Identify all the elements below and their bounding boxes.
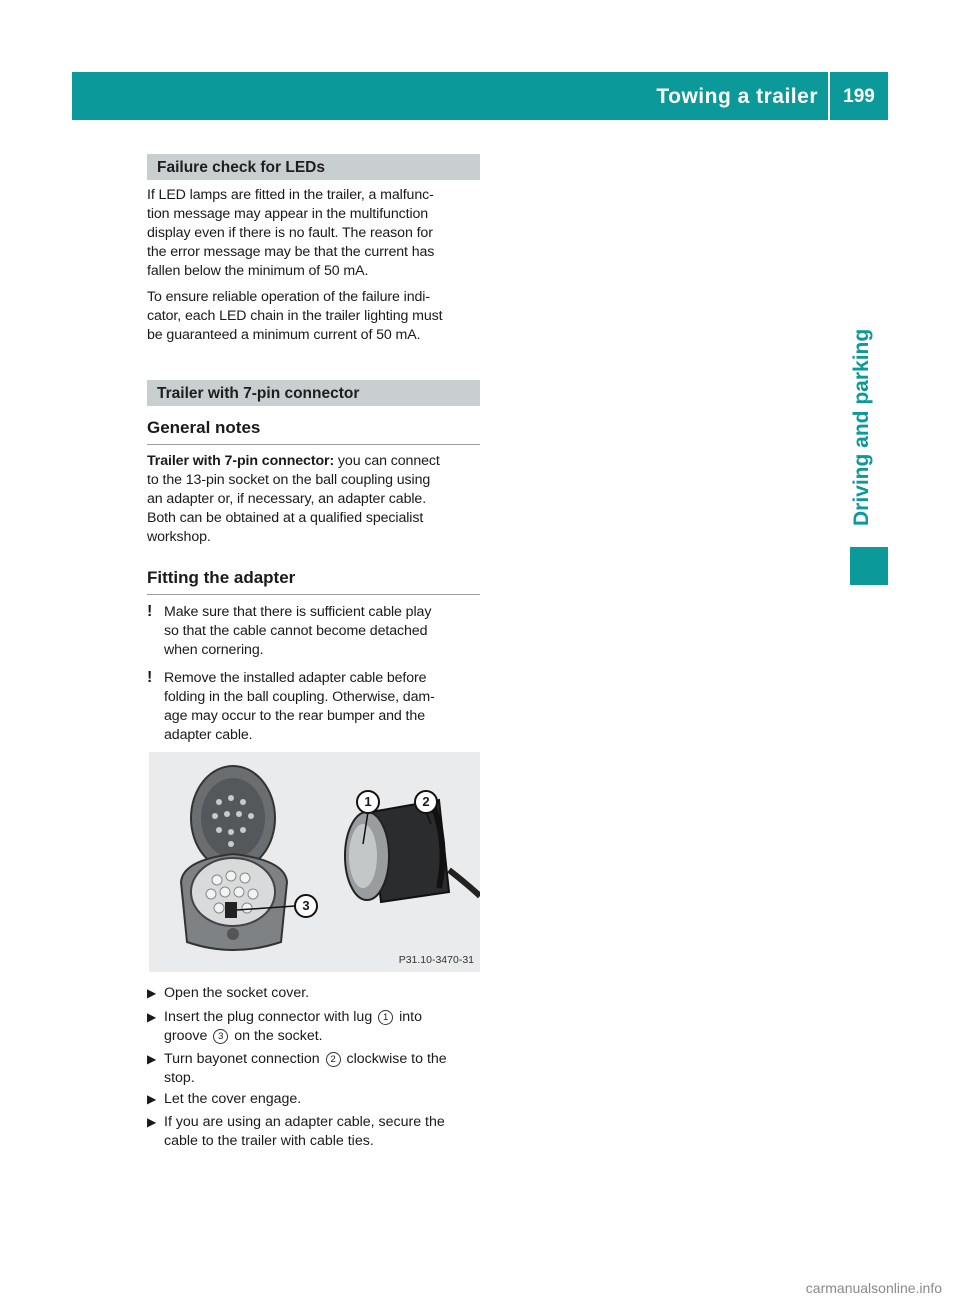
step-text-part: Turn bayonet connection	[164, 1051, 324, 1067]
step-text	[147, 1027, 481, 1046]
notes-line-rest: you can connect	[334, 453, 440, 469]
step-cable-ties	[147, 1113, 481, 1151]
text-line: tion message may appear in the multifunction	[147, 206, 429, 222]
text-line: when cornering.	[164, 642, 264, 658]
warning-2	[147, 668, 481, 745]
step-text-part: clockwise to the	[342, 1051, 447, 1067]
text-line: so that the cable cannot become detached	[164, 623, 428, 639]
step-arrow-icon: ▶	[147, 1115, 157, 1129]
warning-icon: !	[147, 669, 153, 686]
header-divider	[828, 72, 830, 120]
callout-ref-1: 1	[378, 1010, 393, 1025]
step-text: Open the socket cover.	[164, 985, 310, 1001]
text-line: display even if there is no fault. The reason for	[147, 225, 433, 241]
header-bar	[72, 72, 888, 120]
text-line: To ensure reliable operation of the failure indi-	[147, 289, 430, 305]
text-line: to the 13-pin socket on the ball coupling using	[147, 472, 431, 488]
text-line: If LED lamps are fitted in the trailer, a malfunc-	[147, 187, 434, 203]
warning-icon: !	[147, 603, 153, 620]
text-line	[147, 452, 481, 471]
step-arrow-icon: ▶	[147, 1092, 157, 1106]
step-text: cable to the trailer with cable ties.	[164, 1133, 374, 1149]
callout-2: 2	[414, 790, 438, 814]
text-line: cator, each LED chain in the trailer lighting must	[147, 308, 443, 324]
fitting-adapter-heading: Fitting the adapter	[147, 568, 480, 595]
text-line	[147, 668, 481, 688]
text-line: age may occur to the rear bumper and the	[164, 708, 425, 724]
callout-1: 1	[356, 790, 380, 814]
callout-ref-2: 2	[326, 1052, 341, 1067]
step-text	[147, 1050, 481, 1069]
warning-1	[147, 602, 481, 660]
callout-3: 3	[294, 894, 318, 918]
text-line: fallen below the minimum of 50 mA.	[147, 263, 369, 279]
step-text: If you are using an adapter cable, secure the	[164, 1114, 445, 1130]
step-cover-engage	[147, 1090, 481, 1109]
text-line: folding in the ball coupling. Otherwise, dam-	[164, 689, 435, 705]
step-arrow-icon: ▶	[147, 1052, 157, 1066]
step-insert-plug	[147, 1008, 481, 1046]
socket-and-plug-illustration	[149, 752, 480, 972]
notes-lead: Trailer with 7-pin connector:	[147, 453, 335, 469]
watermark: carmanualsonline.info	[805, 1280, 942, 1296]
step-text-part: into	[395, 1009, 422, 1025]
step-text-part: on the socket.	[230, 1028, 323, 1044]
callout-ref-3: 3	[213, 1029, 228, 1044]
step-text-part: groove	[164, 1028, 212, 1044]
side-tab-marker	[850, 547, 888, 585]
step-arrow-icon: ▶	[147, 986, 157, 1000]
text-line: the error message may be that the current has	[147, 244, 435, 260]
warning-line: Remove the installed adapter cable before	[164, 670, 427, 686]
side-tab-label: Driving and parking	[850, 328, 873, 526]
section-heading-7pin: Trailer with 7-pin connector	[147, 380, 480, 406]
step-open-cover	[147, 984, 481, 1003]
step-text	[147, 1008, 481, 1027]
step-text: Let the cover engage.	[164, 1091, 302, 1107]
section-heading-led: Failure check for LEDs	[147, 154, 480, 180]
led-paragraph-1	[147, 186, 481, 281]
general-notes-heading: General notes	[147, 418, 480, 445]
figure-code: P31.10-3470-31	[398, 954, 474, 966]
led-paragraph-2	[147, 288, 481, 345]
page-number: 199	[843, 86, 875, 107]
chapter-title: Towing a trailer	[656, 85, 818, 108]
adapter-figure	[149, 752, 480, 972]
general-notes-paragraph	[147, 452, 481, 547]
text-line: adapter cable.	[164, 727, 253, 743]
warning-line: Make sure that there is sufficient cable play	[164, 604, 432, 620]
step-text: stop.	[164, 1070, 195, 1086]
step-turn-bayonet	[147, 1050, 481, 1088]
step-text-part: Insert the plug connector with lug	[164, 1009, 377, 1025]
text-line: workshop.	[147, 529, 211, 545]
text-line: be guaranteed a minimum current of 50 mA.	[147, 327, 421, 343]
text-line	[147, 602, 481, 622]
step-arrow-icon: ▶	[147, 1010, 157, 1024]
text-line: Both can be obtained at a qualified specialist	[147, 510, 424, 526]
text-line: an adapter or, if necessary, an adapter cable.	[147, 491, 427, 507]
